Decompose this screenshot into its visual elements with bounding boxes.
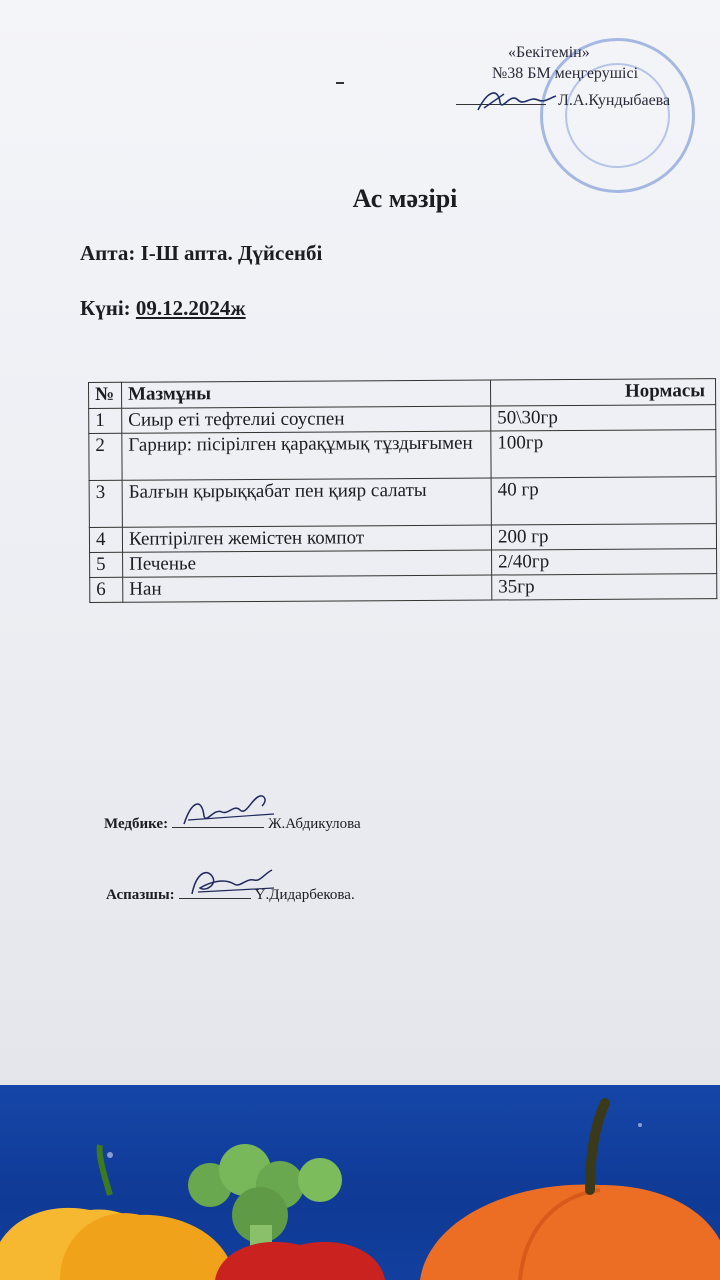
row-item: Сиыр еті тефтелиі соуспен [122,406,491,433]
row-item: Кептірілген жемістен компот [122,525,491,552]
vegetable-illustration [0,1085,720,1280]
menu-table [88,378,717,603]
table-row [90,549,717,578]
approval-name: Л.А.Кундыбаева [558,92,671,109]
row-item: Балғын қырыққабат пен қияр салаты [122,478,491,527]
table-row [89,405,716,434]
row-number: 2 [89,433,122,480]
row-number: 3 [89,480,122,527]
row-norm: 2/40гр [492,549,717,575]
header-number: № [89,382,122,408]
header-norm: Нормасы [490,379,715,406]
row-norm: 35гр [492,574,717,600]
row-item: Нан [123,575,492,602]
header-content: Мазмұны [122,380,491,408]
row-number: 1 [89,408,122,433]
director-signature [470,82,560,122]
date-line [80,296,246,321]
date-label: Күні: [80,296,136,320]
cook-signature [184,862,284,902]
row-norm: 200 гр [491,524,716,550]
pumpkin-stem-icon [590,1103,605,1190]
page-title: Ас мәзірі [352,184,458,213]
nurse-signature [178,790,278,830]
row-number: 5 [90,552,123,577]
row-item: Гарнир: пісірілген қарақұмық тұздығымен [122,431,491,480]
cook-name: Ү.Дидарбекова. [254,887,355,903]
row-item: Печенье [123,550,492,577]
approval-heading: «Бекітемін» [508,44,590,61]
row-number: 4 [89,527,122,552]
table-row [89,430,716,481]
nurse-label: Медбике: [104,816,169,832]
table-header-row [89,379,716,409]
row-norm: 50\30гр [491,405,716,431]
decorative-banner [0,1085,720,1280]
nurse-name: Ж.Абдикулова [268,816,361,832]
date-value: 09.12.2024ж [135,296,246,320]
table-row [89,524,716,553]
table-row [89,477,716,528]
stray-mark [336,82,344,84]
row-norm: 40 гр [491,477,716,525]
approval-position: №38 БМ меңгерушісі [492,65,639,82]
tomato-icon [215,1242,385,1280]
week-line: Апта: І-Ш апта. Дүйсенбі [80,241,323,265]
cook-label: Аспазшы: [106,887,175,903]
row-norm: 100гр [491,430,716,478]
row-number: 6 [90,577,123,602]
table-row [90,574,717,603]
